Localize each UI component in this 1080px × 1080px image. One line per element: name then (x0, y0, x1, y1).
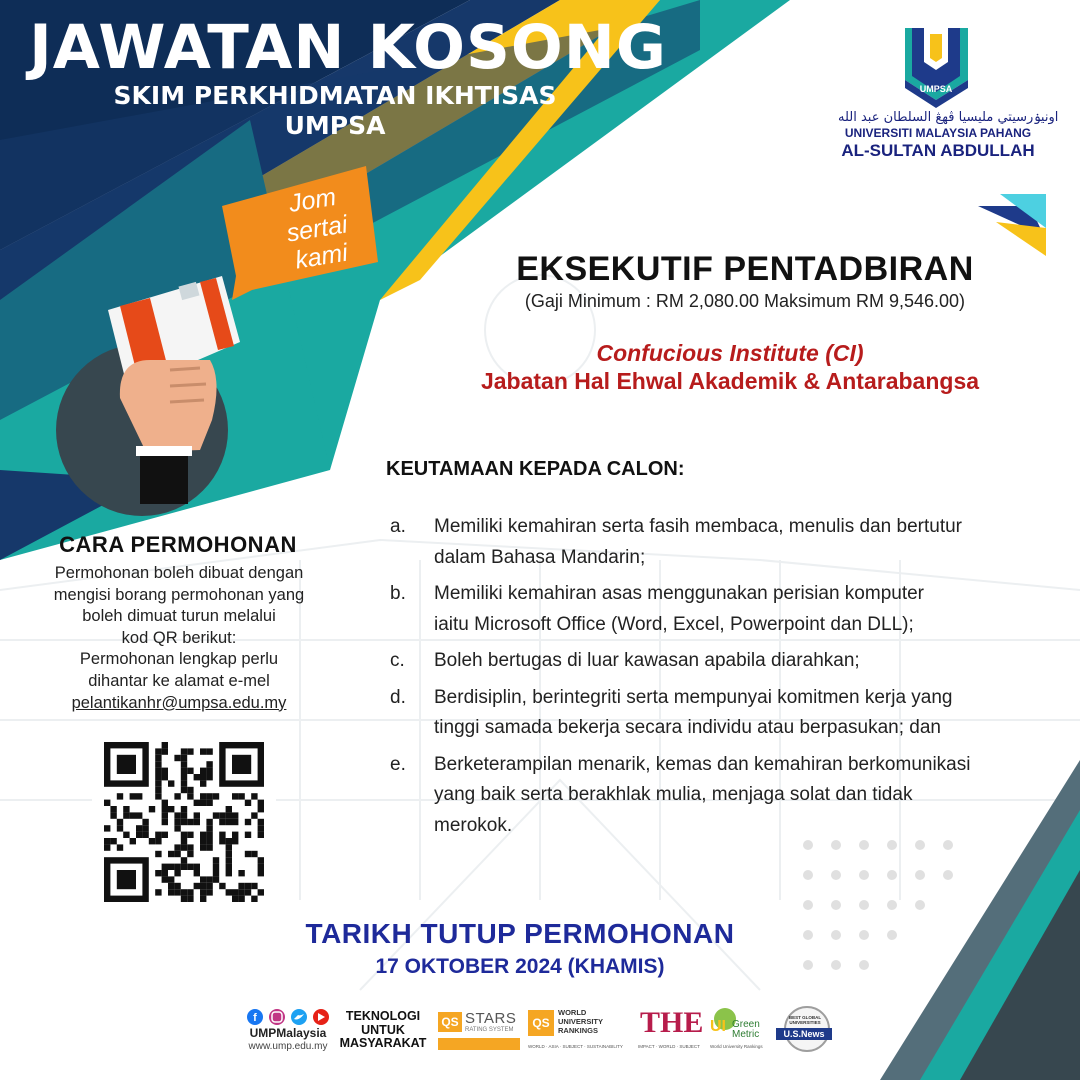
dot-pattern (803, 840, 953, 970)
footer-tagline (335, 1010, 431, 1051)
requirement-line: yang baik serta berakhlak mulia, menjaga solat dan tidak (434, 784, 913, 805)
logo-emblem-text: UMPSA (919, 84, 953, 94)
greenmetric-subtext: World University Rankings (710, 1044, 763, 1049)
application-line: mengisi borang permohonan yang (53, 585, 305, 604)
usnews-top-text: BEST GLOBAL UNIVERSITIES (788, 1015, 822, 1025)
application-email-link[interactable]: pelantikanhr@umpsa.edu.my (71, 693, 287, 712)
requirement-line: iaitu Microsoft Office (Word, Excel, Powerpoint dan DLL); (434, 613, 914, 635)
corner-decor-icon (978, 194, 1046, 256)
logo-university-name-2: AL-SULTAN ABDULLAH (841, 141, 1035, 160)
application-instructions (24, 563, 334, 714)
callout-line-3: kami (293, 238, 350, 275)
tagline-line: TEKNOLOGI (345, 1009, 421, 1023)
application-line: Permohonan lengkap perlu (79, 650, 279, 669)
requirement-line: dalam Bahasa Mandarin; (434, 546, 646, 568)
requirement-item (390, 683, 1050, 744)
website-url[interactable]: www.ump.edu.my (248, 1041, 328, 1052)
qs-stars-bar (438, 1038, 520, 1050)
qs-wur-badge (528, 1006, 628, 1054)
svg-text:f: f (253, 1012, 257, 1024)
application-title: CARA PERMOHONAN (59, 532, 297, 557)
requirement-item (390, 750, 1050, 842)
the-logo: THE (640, 1006, 704, 1039)
callout-line-1: Jom (286, 182, 339, 218)
application-line: Permohonan boleh dibuat dengan (54, 564, 304, 582)
greenmetric-line: Green (732, 1019, 760, 1030)
callout-text (256, 178, 378, 280)
qr-code-graphic (92, 730, 276, 914)
requirement-item (390, 579, 1050, 640)
requirement-item (390, 646, 1050, 677)
job-title: EKSEKUTIF PENTADBIRAN (516, 250, 974, 288)
requirement-line: Berketerampilan menarik, kemas dan kemahiran berkomunikasi (434, 753, 971, 775)
umpsa-logo-emblem (905, 28, 968, 108)
requirement-line: Berdisiplin, berintegriti serta mempunyai komitmen kerja yang (434, 686, 953, 708)
headline-subtitle-2: UMPSA (284, 111, 386, 140)
usnews-badge (776, 1006, 834, 1054)
requirement-letter: c. (390, 650, 405, 671)
qs-wur-line: WORLD (558, 1008, 587, 1017)
the-subtext: IMPACT · WORLD · SUBJECT (638, 1044, 700, 1049)
qs-wur-text (558, 1008, 603, 1035)
requirement-letter: e. (390, 753, 406, 775)
requirement-letter: a. (390, 516, 406, 537)
application-line: kod QR berikut: (121, 628, 237, 647)
greenmetric-text (732, 1020, 760, 1040)
greenmetric-line: Metric (732, 1029, 760, 1040)
requirement-line: Memiliki kemahiran serta fasih membaca, menulis dan bertutur (434, 516, 962, 537)
salary-range: (Gaji Minimum : RM 2,080.00 Maksimum RM 9,546.00) (524, 291, 966, 311)
qs-wur-line: RANKINGS (558, 1026, 599, 1035)
application-line: boleh dimuat turun melalui (82, 607, 276, 626)
headline-title: JAWATAN KOSONG (29, 12, 667, 83)
requirement-line: Memiliki kemahiran asas menggunakan perisian komputer (434, 583, 925, 604)
requirement-letter: d. (390, 686, 406, 708)
requirement-line: Boleh bertugas di luar kawasan apabila diarahkan; (434, 650, 860, 671)
the-rankings-badge (638, 1006, 708, 1054)
closing-date-title: TARIKH TUTUP PERMOHONAN (305, 918, 735, 949)
qs-stars-subtext: RATING SYSTEM (465, 1027, 514, 1033)
ui-logo-text: UI (710, 1018, 726, 1035)
qs-stars-text: STARS (465, 1010, 517, 1027)
department-name: Jabatan Hal Ehwal Akademik & Antarabangsa (480, 368, 980, 394)
application-line: dihantar ke alamat e-mel (88, 671, 270, 690)
qs-wur-line: UNIVERSITY (558, 1017, 604, 1026)
logo-university-name: UNIVERSITI MALAYSIA PAHANG (844, 126, 1032, 140)
requirement-letter: b. (390, 583, 406, 604)
callout-line-2: sertai (284, 209, 350, 248)
qs-wur-logo: QS (528, 1010, 554, 1036)
logo-arabic-name: اونيۏرسيتي مليسيا ڤهڠ السلطان عبد الله (838, 110, 1059, 125)
tagline-line: UNTUK (361, 1022, 405, 1037)
social-media-icons (246, 1008, 336, 1026)
closing-date: 17 OKTOBER 2024 (KHAMIS) (375, 955, 665, 978)
social-handle: UMPMalaysia (249, 1026, 327, 1040)
requirements-list (390, 512, 1050, 847)
requirements-heading: KEUTAMAAN KEPADA CALON: (386, 458, 685, 480)
tagline-line: MASYARAKAT (339, 1036, 427, 1050)
qr-code[interactable] (92, 730, 276, 914)
requirement-line: tinggi samada bekerja secara individu atau berpasukan; dan (434, 717, 941, 738)
requirement-line: merokok. (434, 814, 513, 836)
usnews-logo: U.S.News (776, 1028, 832, 1040)
headline-subtitle: SKIM PERKHIDMATAN IKHTISAS (113, 81, 557, 110)
requirement-item (390, 512, 1050, 573)
department-unit: Confucious Institute (CI) (596, 340, 864, 366)
qs-stars-logo: QS (438, 1012, 462, 1032)
qs-stars-badge (438, 1006, 520, 1054)
ui-greenmetric-badge (710, 1006, 772, 1054)
qs-wur-subtext: WORLD · ASIA · SUBJECT · SUSTAINABILITY (528, 1044, 623, 1049)
